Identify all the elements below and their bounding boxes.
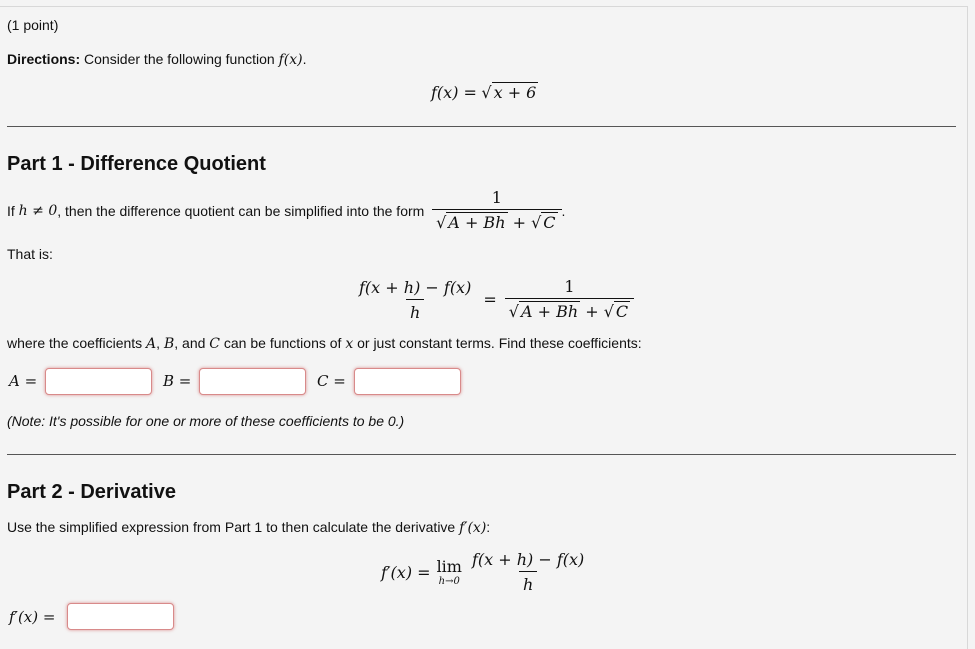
- coeff-comma: ,: [156, 335, 161, 351]
- that-is-label: That is:: [7, 246, 53, 262]
- coefficients-instruction: [7, 335, 642, 352]
- form-fraction: [432, 188, 561, 233]
- part1-intro-post: , then the difference quotient can be simplified into the form: [57, 202, 425, 219]
- coefficient-c-input[interactable]: [354, 368, 461, 395]
- part1-intro: [7, 188, 565, 233]
- dq-form-numerator: 1: [564, 277, 575, 296]
- dq-form-den-c: C: [615, 302, 629, 321]
- coefficient-b-input[interactable]: [199, 368, 306, 395]
- coeff-and: , and: [174, 335, 206, 351]
- derivative-answer-label: f′(x) =: [9, 608, 56, 626]
- lim-word: lim: [436, 557, 462, 576]
- form-den-a: A + Bh: [448, 213, 506, 232]
- label-a: A =: [9, 372, 38, 390]
- deriv-lhs: f′(x) =: [381, 562, 431, 582]
- directions-line: [7, 51, 306, 68]
- label-b: B =: [163, 372, 192, 390]
- coeff-mid: can be functions of: [223, 335, 342, 351]
- form-den-plus: +: [507, 213, 532, 232]
- function-radicand: x + 6: [493, 83, 537, 102]
- derivative-definition: [381, 550, 588, 594]
- function-definition: [431, 83, 538, 103]
- coefficients-note: (Note: It's possible for one or more of these coefficients to be 0.): [7, 413, 405, 429]
- deriv-denominator: h: [519, 571, 537, 594]
- divider-2: [7, 454, 956, 455]
- part1-intro-pre: If: [7, 202, 15, 219]
- dq-form-den-plus: +: [580, 302, 604, 321]
- coeff-pre: where the coefficients: [7, 335, 143, 351]
- coeff-post: or just constant terms. Find these coefficients:: [357, 335, 642, 351]
- form-den-c: C: [543, 213, 556, 232]
- part1-intro-cond: h ≠ 0: [18, 202, 58, 219]
- part2-intro-text: Use the simplified expression from Part 1 to then calculate the derivative: [7, 519, 456, 535]
- dq-numerator: f(x + h) − f(x): [359, 277, 472, 297]
- dq-equals: =: [483, 290, 497, 309]
- part2-title: Part 2 - Derivative: [7, 481, 176, 503]
- directions-label: Directions:: [7, 51, 81, 67]
- label-c: C =: [317, 372, 346, 390]
- coeff-b-symbol: B: [163, 336, 175, 352]
- difference-quotient-equation: [355, 277, 634, 322]
- deriv-numerator: f(x + h) − f(x): [471, 550, 585, 569]
- directions-period: .: [302, 51, 307, 67]
- sqrt-expression: √ x + 6: [481, 83, 537, 102]
- dq-form-denominator: √ A + Bh + √ C: [505, 298, 634, 322]
- coeff-c-symbol: C: [209, 336, 220, 352]
- part2-intro-colon: :: [486, 519, 491, 535]
- form-denominator: √ A + Bh + √ C: [432, 209, 561, 233]
- dq-form-fraction: [505, 277, 634, 322]
- dq-fraction: [355, 278, 475, 322]
- directions-text: Consider the following function: [84, 51, 275, 67]
- form-numerator: 1: [491, 188, 502, 207]
- limit-operator: [437, 557, 462, 587]
- coeff-x-symbol: x: [345, 336, 354, 352]
- dq-denominator: h: [406, 299, 424, 322]
- part2-intro: [7, 519, 490, 536]
- dq-form-den-a: A + Bh: [520, 302, 579, 321]
- deriv-fraction: [468, 550, 588, 594]
- part2-intro-fx: f′(x): [459, 520, 487, 536]
- function-lhs: f(x) =: [431, 83, 477, 102]
- coeff-a-symbol: A: [146, 336, 157, 352]
- lim-subscript: h→0: [438, 576, 460, 587]
- divider-1: [7, 126, 956, 127]
- coefficient-a-input[interactable]: [45, 368, 152, 395]
- form-period: .: [561, 202, 566, 219]
- part1-title: Part 1 - Difference Quotient: [7, 153, 266, 175]
- points-label: (1 point): [7, 17, 59, 33]
- derivative-answer-input[interactable]: [67, 603, 174, 630]
- directions-fx: f(x): [278, 52, 303, 68]
